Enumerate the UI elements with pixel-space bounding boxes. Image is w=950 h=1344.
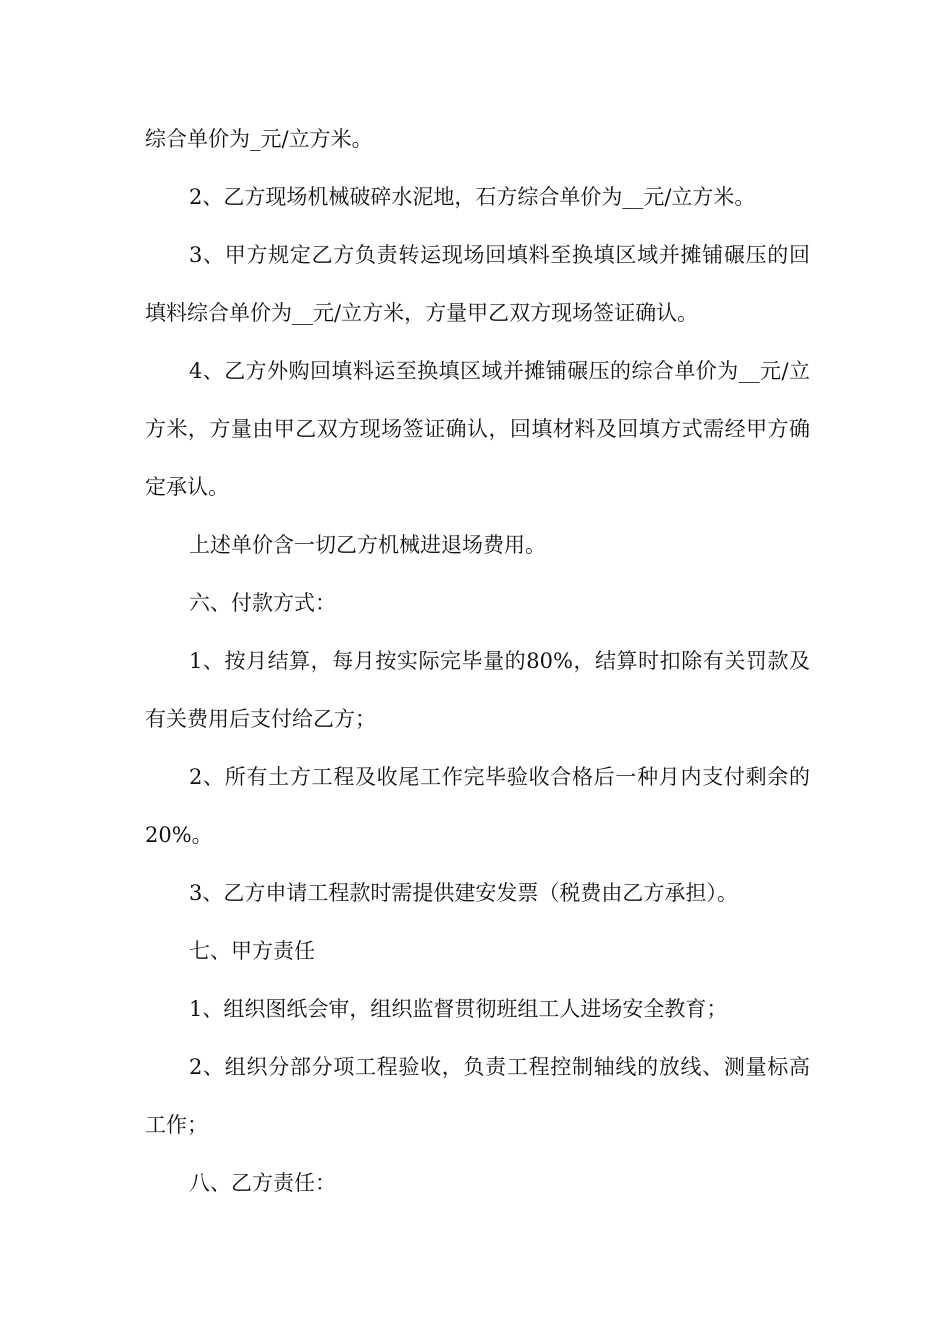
document-body (145, 110, 810, 1212)
section-heading-payment: 六、付款方式： (189, 591, 336, 615)
paragraph-party-a-2: 2、组织分部分项工程验收，负责工程控制轴线的放线、测量标高工作； (145, 1055, 810, 1137)
paragraph-party-a-1: 1、组织图纸会审，组织监督贯彻班组工人进场安全教育； (189, 997, 728, 1021)
paragraph-price-note: 上述单价含一切乙方机械进退场费用。 (189, 533, 546, 557)
section-heading-party-b: 八、乙方责任： (189, 1171, 336, 1195)
paragraph-item-3-backfill-transfer: 3、甲方规定乙方负责转运现场回填料至换填区域并摊铺碾压的回填料综合单价为__元/立方米，方量甲乙双方现场签证确认。 (145, 243, 810, 325)
paragraph-item-2-rock-price: 2、乙方现场机械破碎水泥地，石方综合单价为__元/立方米。 (189, 185, 756, 209)
paragraph-payment-1: 1、按月结算，每月按实际完毕量的80%，结算时扣除有关罚款及有关费用后支付给乙方； (145, 649, 810, 731)
paragraph-payment-3: 3、乙方申请工程款时需提供建安发票（税费由乙方承担）。 (189, 881, 738, 905)
paragraph-continuation: 综合单价为_元/立方米。 (145, 127, 373, 151)
paragraph-payment-2: 2、所有土方工程及收尾工作完毕验收合格后一种月内支付剩余的20%。 (145, 765, 810, 847)
paragraph-item-4-purchased-backfill: 4、乙方外购回填料运至换填区域并摊铺碾压的综合单价为__元/立方米，方量由甲乙双方现场签证确认，回填材料及回填方式需经甲方确定承认。 (145, 359, 810, 499)
section-heading-party-a: 七、甲方责任 (189, 939, 315, 963)
